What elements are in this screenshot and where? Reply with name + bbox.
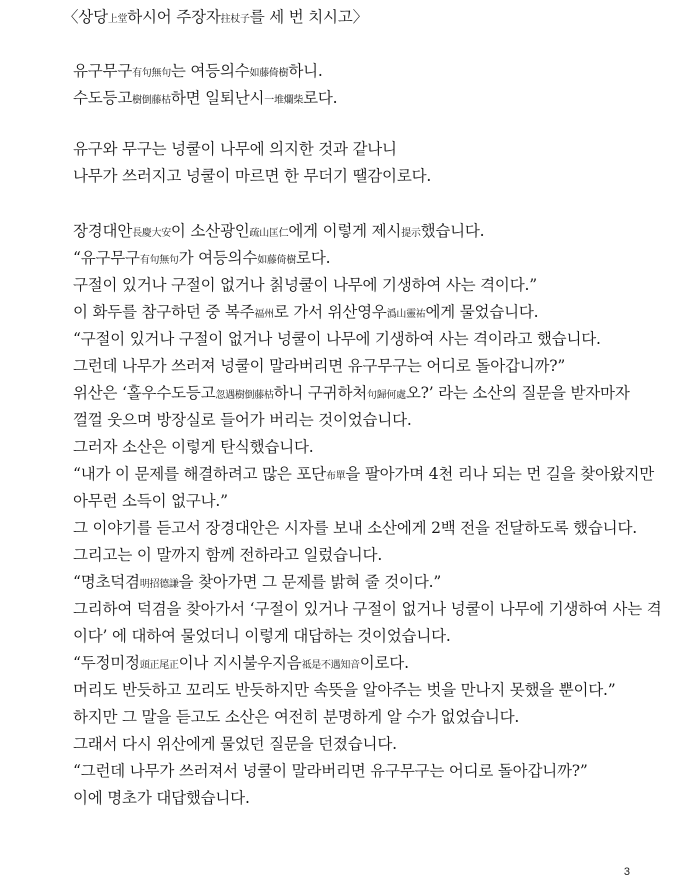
text-line: [73, 734, 660, 754]
text-segment: 그 이야기를 듣고서 장경대안은 시자를 보내 소산에게 2백 전을 전달하도록 했습니다.: [73, 519, 637, 537]
text-segment: 로다.: [303, 89, 338, 107]
page-number: 3: [623, 866, 630, 878]
hanja-annotation: 頭正尾正: [139, 660, 179, 671]
hanja-annotation: 樹倒藤枯: [132, 95, 171, 106]
text-segment: 아무런 소득이 없구나.”: [73, 492, 228, 510]
text-line: [73, 383, 660, 406]
text-segment: 하니 구귀하처: [273, 384, 367, 402]
text-line: [73, 329, 660, 349]
text-line: [73, 707, 660, 727]
text-line: [73, 572, 660, 595]
text-line: [73, 356, 660, 376]
text-segment: 그리고는 이 말까지 함께 전하라고 일렀습니다.: [73, 546, 383, 564]
hanja-annotation: 有句無句: [132, 68, 171, 79]
text-segment: 를 세 번 치시고〉: [249, 8, 368, 26]
text-segment: 하면 일퇴난시: [170, 89, 265, 107]
text-segment: 그런데 나무가 쓰러져 넝쿨이 말라버리면 유구무구는 어디로 돌아갑니까?”: [73, 357, 566, 375]
hanja-annotation: 長慶大安: [132, 228, 171, 239]
text-line: [73, 275, 660, 295]
text-segment: 이로다.: [359, 654, 409, 672]
text-segment: 나무가 쓰러지고 넝쿨이 마르면 한 무더기 땔감이로다.: [73, 167, 432, 185]
text-segment: 는 여등의수: [170, 62, 250, 80]
text-line: [73, 221, 660, 244]
text-segment: 했습니다.: [420, 222, 485, 240]
text-segment: 머리도 반듯하고 꼬리도 반듯하지만 속뜻을 알아주는 벗을 만나지 못했을 뿐이다.”: [73, 681, 616, 699]
text-segment: 을 찾아가면 그 문제를 밝혀 줄 것이다.”: [178, 573, 442, 591]
hanja-annotation: 有句無句: [139, 255, 179, 266]
text-segment: 유구무구: [73, 62, 133, 80]
text-line: [73, 464, 660, 487]
text-line: [73, 139, 660, 159]
text-segment: 이나 지시불우지음: [178, 654, 302, 672]
hanja-annotation: 明招德謙: [139, 579, 179, 590]
text-segment: 이 소산광인: [170, 222, 250, 240]
hanja-annotation: 福州: [254, 309, 274, 320]
text-segment: 껄껄 웃으며 방장실로 들어가 버리는 것이었습니다.: [73, 411, 412, 429]
text-line: [73, 302, 660, 325]
text-segment: “명초덕겸: [73, 573, 140, 591]
text-line: [73, 761, 660, 781]
text-line: [73, 410, 660, 430]
text-segment: 수도등고: [73, 89, 133, 107]
text-line: [73, 518, 660, 538]
text-segment: 에게 물었습니다.: [425, 303, 539, 321]
hanja-annotation: 忽遇樹倒藤枯: [215, 390, 274, 401]
text-segment: 구절이 있거나 구절이 없거나 칡넝쿨이 나무에 기생하여 사는 격이다.”: [73, 276, 537, 294]
text-segment: 을 팔아가며 4천 리나 되는 먼 길을 찾아왔지만: [345, 465, 655, 483]
hanja-annotation: 句歸何處: [367, 390, 406, 401]
text-segment: 그리하여 덕겸을 찾아가서 ‘구절이 있거나 구절이 없거나 넝쿨이 나무에 기생하여 사는 격: [73, 600, 662, 618]
text-segment: 위산은 ‘홀우수도등고: [73, 384, 216, 402]
text-segment: 오?’ 라는 소산의 질문을 받자마자: [405, 384, 630, 402]
hanja-annotation: 潙山靈祐: [386, 309, 426, 320]
hanja-annotation: 如藤倚樹: [249, 68, 289, 79]
text-segment: “내가 이 문제를 해결하려고 많은 포단: [73, 465, 326, 483]
text-line: [73, 788, 660, 808]
text-segment: 하시어 주장자: [127, 8, 221, 26]
text-segment: “구절이 있거나 구절이 없거나 넝쿨이 나무에 기생하여 사는 격이라고 했습니다.: [73, 330, 601, 348]
text-segment: 유구와 무구는 넝쿨이 나무에 의지한 것과 같나니: [73, 140, 397, 158]
text-line: [73, 61, 660, 84]
text-segment: 그래서 다시 위산에게 물었던 질문을 던졌습니다.: [73, 735, 397, 753]
text-line: [73, 491, 660, 511]
text-line: [73, 680, 660, 700]
text-segment: 로 가서 위산영우: [273, 303, 387, 321]
text-segment: 하지만 그 말을 듣고도 소산은 여전히 분명하게 알 수가 없었습니다.: [73, 708, 520, 726]
text-line: [73, 88, 660, 111]
hanja-annotation: 祗是不遇知音: [301, 660, 360, 671]
hanja-annotation: 上堂: [107, 14, 128, 25]
text-line: [73, 166, 660, 186]
text-segment: “그런데 나무가 쓰러져서 넝쿨이 말라버리면 유구무구는 어디로 돌아갑니까?”: [73, 762, 588, 780]
text-segment: 〈상당: [63, 8, 108, 26]
text-line: [73, 545, 660, 565]
text-line: [73, 437, 660, 457]
text-segment: 이다’ 에 대하여 물었더니 이렇게 대답하는 것이었습니다.: [73, 627, 451, 645]
hanja-annotation: 拄杖子: [220, 14, 250, 25]
text-line: [73, 248, 660, 271]
hanja-annotation: 一堆爛柴: [264, 95, 304, 106]
text-segment: 하니.: [288, 62, 323, 80]
text-segment: 가 여등의수: [178, 249, 258, 267]
text-segment: 로다.: [296, 249, 331, 267]
text-segment: 이에 명초가 대답했습니다.: [73, 789, 250, 807]
text-line: [73, 599, 660, 619]
text-segment: 장경대안: [73, 222, 133, 240]
text-segment: 에게 이렇게 제시: [288, 222, 402, 240]
text-line: [73, 626, 660, 646]
hanja-annotation: 提示: [401, 228, 421, 239]
hanja-annotation: 如藤倚樹: [257, 255, 297, 266]
text-segment: “유구무구: [73, 249, 140, 267]
text-segment: 이 화두를 참구하던 중 복주: [73, 303, 255, 321]
hanja-annotation: 布單: [325, 471, 346, 482]
text-segment: 그러자 소산은 이렇게 탄식했습니다.: [73, 438, 314, 456]
text-line: [63, 7, 660, 30]
hanja-annotation: 疏山匡仁: [249, 228, 289, 239]
text-segment: “두정미정: [73, 654, 140, 672]
text-line: [73, 653, 660, 676]
